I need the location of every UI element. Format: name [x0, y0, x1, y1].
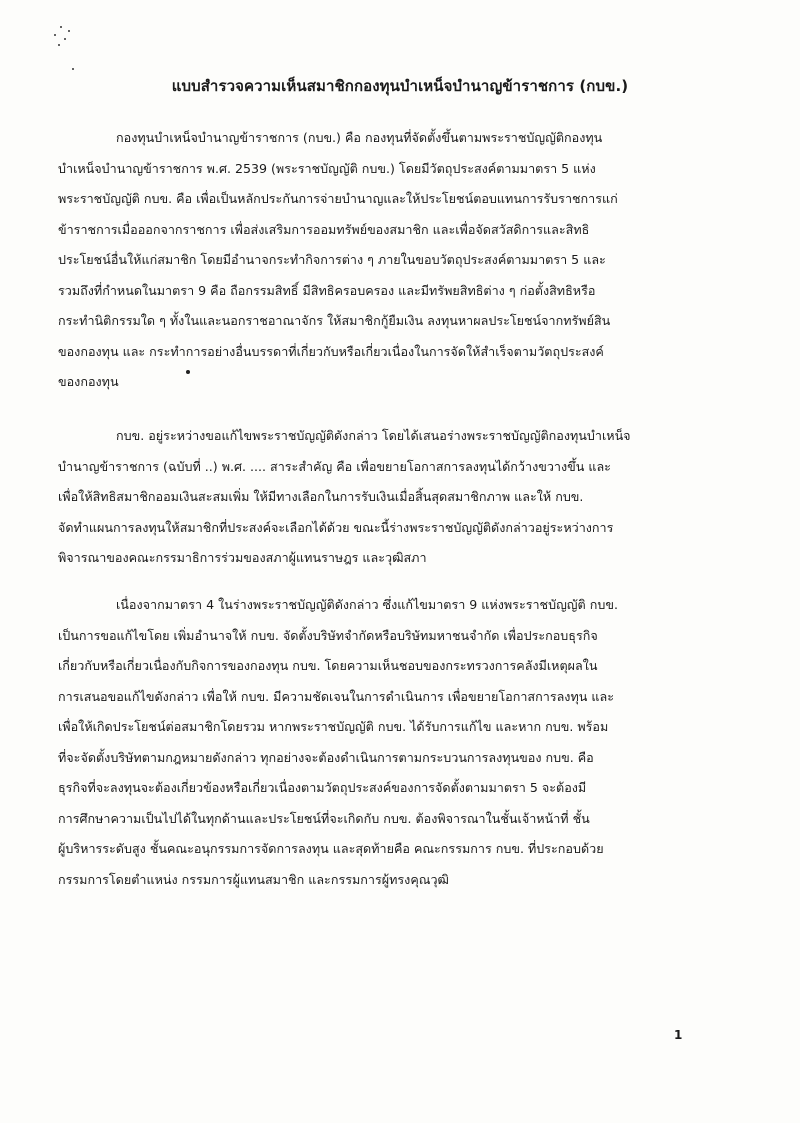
paragraph-line: พระราชบัญญัติ กบข. คือ เพื่อเป็นหลักประกันการจ่ายบำนาญและให้ประโยชน์ตอบแทนการรับราชการแก่	[58, 191, 618, 206]
scan-dot	[186, 370, 190, 374]
paragraph-1	[58, 123, 698, 398]
paragraph-line: กองทุนบำเหน็จบำนาญข้าราชการ (กบข.) คือ กองทุนที่จัดตั้งขึ้นตามพระราชบัญญัติกองทุน	[116, 130, 603, 145]
paragraph-line: พิจารณาของคณะกรรมาธิการร่วมของสภาผู้แทนราษฎร และวุฒิสภา	[58, 550, 427, 565]
paragraph-line: ธุรกิจที่จะลงทุนจะต้องเกี่ยวข้องหรือเกี่ยวเนื่องตามวัตถุประสงค์ของการจัดตั้งตามมาตรา 5 จะต้องมี	[58, 780, 587, 795]
scan-artifact	[50, 20, 110, 80]
paragraph-line: กรรมการโดยตำแหน่ง กรรมการผู้แทนสมาชิก และกรรมการผู้ทรงคุณวุฒิ	[58, 871, 449, 887]
paragraph-line: ประโยชน์อื่นให้แก่สมาชิก โดยมีอำนาจกระทำกิจการต่าง ๆ ภายในขอบวัตถุประสงค์ตามมาตรา 5 และ	[58, 252, 606, 267]
paragraph-line: เพื่อให้สิทธิสมาชิกออมเงินสะสมเพิ่ม ให้มีทางเลือกในการรับเงินเมื่อสิ้นสุดสมาชิกภาพ และให้ กบข.	[58, 489, 584, 504]
paragraph-line: การศึกษาความเป็นไปได้ในทุกด้านและประโยชน์ที่จะเกิดกับ กบข. ต้องพิจารณาในชั้นเจ้าหน้าที่ ชั้น	[58, 810, 590, 826]
paragraph-line: ของกองทุน และ กระทำการอย่างอื่นบรรดาที่เกี่ยวกับหรือเกี่ยวเนื่องในการจัดให้สำเร็จตามวัตถุประสงค์	[58, 343, 604, 359]
paragraph-2	[58, 421, 698, 574]
paragraph-line: ที่จะจัดตั้งบริษัทตามกฎหมายดังกล่าว ทุกอย่างจะต้องดำเนินการตามกระบวนการลงทุนของ กบข. คือ	[58, 749, 594, 765]
paragraph-line: บำเหน็จบำนาญข้าราชการ พ.ศ. 2539 (พระราชบัญญัติ กบข.) โดยมีวัตถุประสงค์ตามมาตรา 5 แห่ง	[58, 160, 596, 176]
paragraph-line: กบข. อยู่ระหว่างขอแก้ไขพระราชบัญญัติดังกล่าว โดยได้เสนอร่างพระราชบัญญัติกองทุนบำเหน็จ	[116, 428, 631, 443]
page-number: 1	[674, 1028, 683, 1042]
paragraph-line: ผู้บริหารระดับสูง ชั้นคณะอนุกรรมการจัดการลงทุน และสุดท้ายคือ คณะกรรมการ กบข. ที่ประกอบด้วย	[58, 841, 604, 856]
paragraph-line: เพื่อให้เกิดประโยชน์ต่อสมาชิกโดยรวม หากพระราชบัญญัติ กบข. ได้รับการแก้ไข และหาก กบข. พร้อม	[58, 719, 609, 734]
paragraph-line: กระทำนิติกรรมใด ๆ ทั้งในและนอกราชอาณาจักร ให้สมาชิกกู้ยืมเงิน ลงทุนหาผลประโยชน์จากทรัพย์สิน	[58, 313, 611, 328]
paragraph-line: ของกองทุน	[58, 374, 119, 389]
paragraph-line: จัดทำแผนการลงทุนให้สมาชิกที่ประสงค์จะเลือกได้ด้วย ขณะนี้ร่างพระราชบัญญัติดังกล่าวอยู่ระหว่างการ	[58, 519, 614, 535]
paragraph-line: รวมถึงที่กำหนดในมาตรา 9 คือ ถือกรรมสิทธิ์ มีสิทธิครอบครอง และมีทรัพยสิทธิต่าง ๆ ก่อตั้งสิทธิหรือ	[58, 282, 596, 298]
paragraph-3	[58, 590, 698, 895]
paragraph-line: บำนาญข้าราชการ (ฉบับที่ ..) พ.ศ. .... สาระสำคัญ คือ เพื่อขยายโอกาสการลงทุนได้กว้างขวางขึ้น และ	[58, 458, 611, 474]
paragraph-line: เกี่ยวกับหรือเกี่ยวเนื่องกับกิจการของกองทุน กบข. โดยความเห็นชอบของกระทรวงการคลังมีเหตุผลใน	[58, 658, 598, 673]
paragraph-line: เป็นการขอแก้ไขโดย เพิ่มอำนาจให้ กบข. จัดตั้งบริษัทจำกัดหรือบริษัทมหาชนจำกัด เพื่อประกอบธุรกิจ	[58, 627, 598, 643]
paragraph-line: การเสนอขอแก้ไขดังกล่าว เพื่อให้ กบข. มีความชัดเจนในการดำเนินการ เพื่อขยายโอกาสการลงทุน และ	[58, 688, 614, 704]
paragraph-line: ข้าราชการเมื่อออกจากราชการ เพื่อส่งเสริมการออมทรัพย์ของสมาชิก และเพื่อจัดสวัสดิการและสิทธิ	[58, 221, 590, 237]
paragraph-line: เนื่องจากมาตรา 4 ในร่างพระราชบัญญัติดังกล่าว ซึ่งแก้ไขมาตรา 9 แห่งพระราชบัญญัติ กบข.	[116, 597, 618, 612]
document-title: แบบสำรวจความเห็นสมาชิกกองทุนบำเหน็จบำนาญข้าราชการ (กบข.)	[171, 77, 629, 95]
